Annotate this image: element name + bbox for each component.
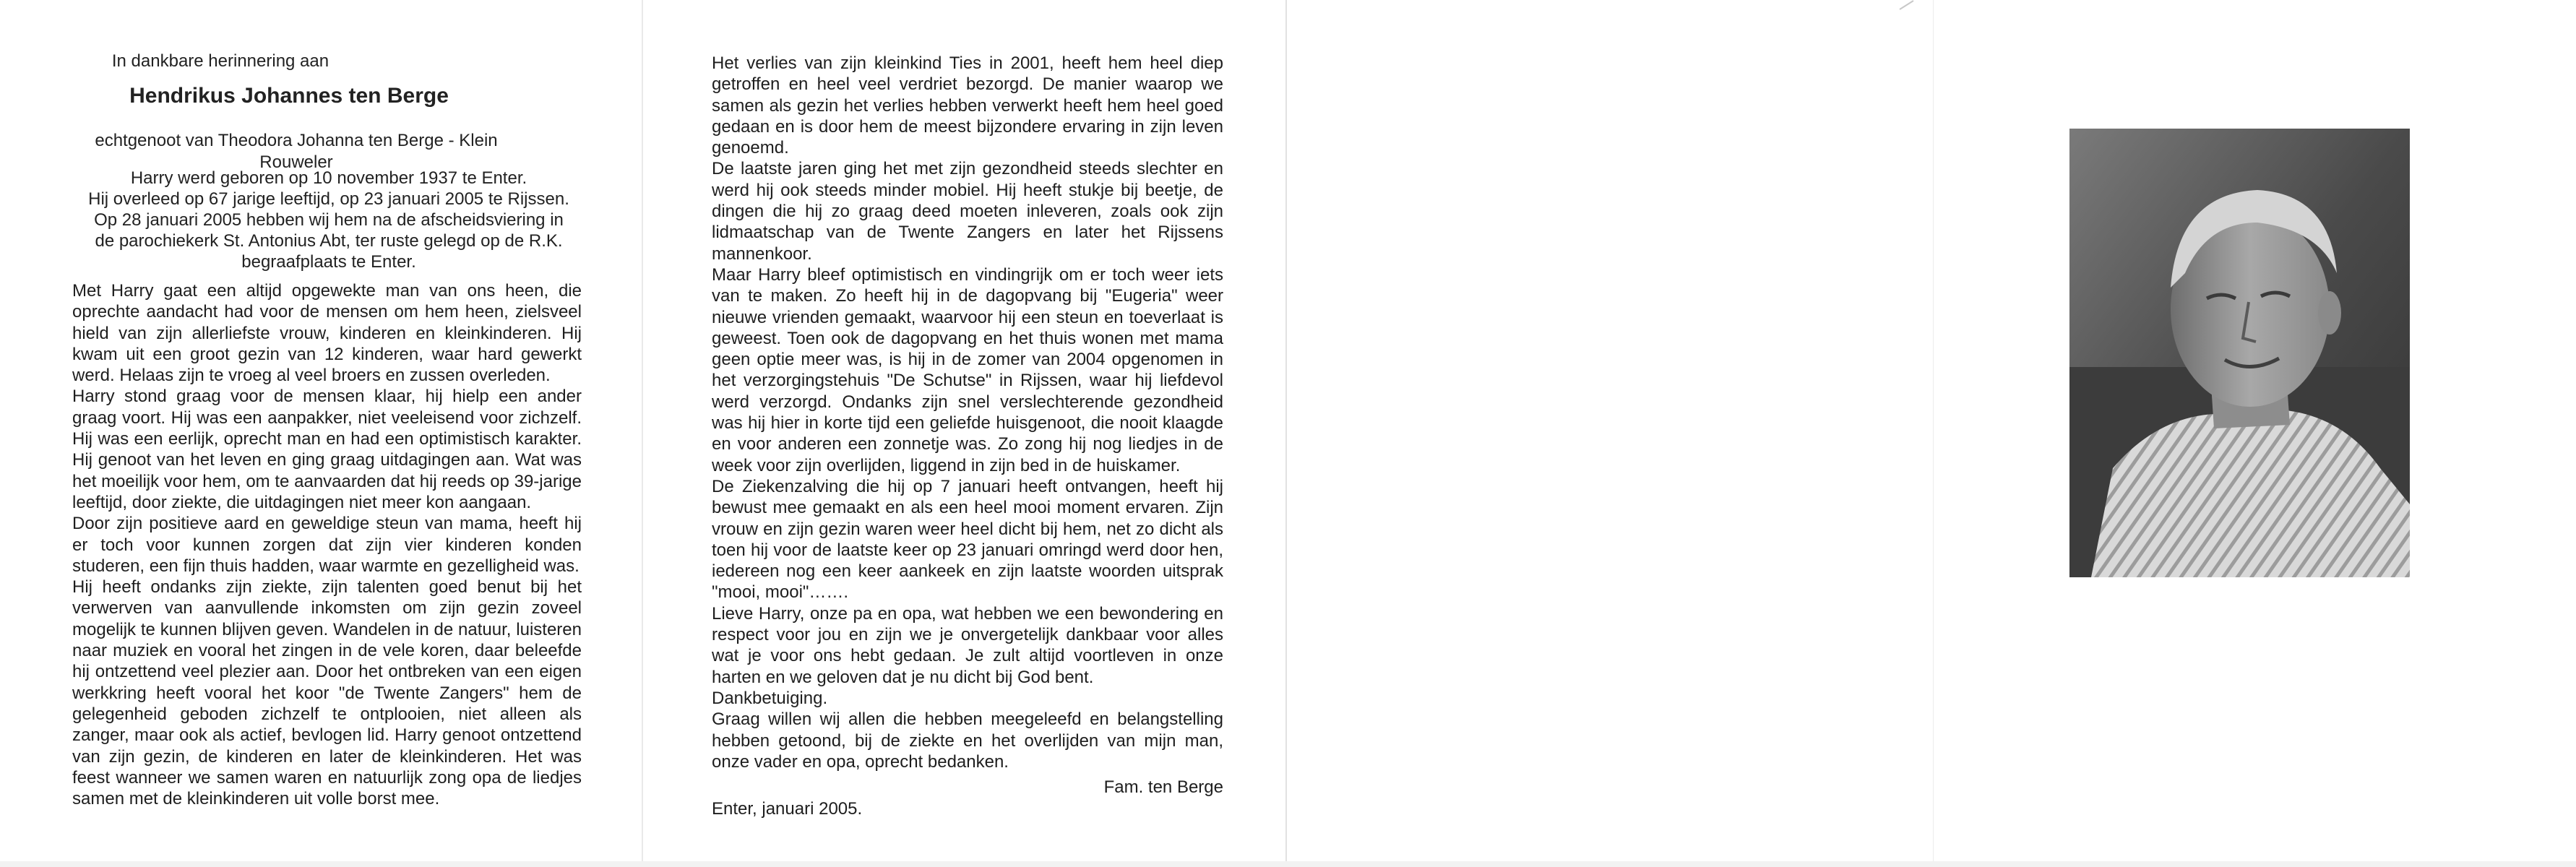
portrait-photo: [2069, 129, 2410, 577]
corner-crease-icon: [1899, 0, 1915, 10]
panel-obituary-continued: [643, 0, 1287, 867]
card-bottom-edge: [0, 861, 2576, 867]
life-line: Hij overleed op 67 jarige leeftijd, op 23 januari 2005 te Rijssen.: [88, 189, 569, 209]
paragraph: Lieve Harry, onze pa en opa, wat hebben we een bewondering en respect voor jou en zijn we je onvergetelijk dankbaar voor alles wat je voor ons hebt gedaan. Je zult altijd voortleven in onze harten en we geloven dat je nu dicht bij God bent.: [712, 603, 1223, 687]
family-signature: Fam. ten Berge: [1103, 777, 1223, 797]
intro-line: In dankbare herinnering aan: [111, 51, 329, 71]
obituary-text-right: [712, 53, 1223, 772]
spouse-line: echtgenoot van Theodora Johanna ten Berge - Klein Rouweler: [95, 131, 498, 172]
paragraph: Door zijn positieve aard en geweldige steun van mama, heeft hij er toch voor kunnen zorgen dat zijn vier kinderen konden studeren, een fijn thuis hadden, waar warmte en gezelligheid was.: [72, 514, 582, 576]
acknowledgement-heading: Dankbetuiging.: [712, 688, 828, 708]
panel-obituary-intro: [0, 0, 643, 867]
deceased-name: Hendrikus Johannes ten Berge: [129, 84, 449, 108]
paragraph: Met Harry gaat een altijd opgewekte man van ons heen, die oprechte aandacht had voor de mensen om hem heen, zielsveel hield van zijn allerliefste vrouw, kinderen en kleinkinderen. Hij kwam uit een groot gezin van 12 kinderen, waar hard gewerkt werd. Helaas zijn te vroeg al veel broers en zussen overleden.: [72, 281, 582, 386]
life-line: begraafplaats te Enter.: [241, 252, 416, 272]
paragraph: Het verlies van zijn kleinkind Ties in 2001, heeft hem heel diep getroffen en heel veel verdriet bezorgd. De manier waarop we samen als gezin het verlies hebben verwerkt heeft hem heel goed gedaan en is door hem de meest bijzondere ervaring in zijn leven genoemd.: [712, 53, 1223, 158]
paragraph: Hij heeft ondanks zijn ziekte, zijn talenten goed benut bij het verwerven van aanvullende inkomsten om zijn gezin zoveel mogelijk te kunnen blijven geven. Wandelen in de natuur, luisteren naar muziek en vooral het zingen in de vele koren, daar beleefde hij ontzettend veel plezier aan. Door het ontbreken van een eigen werkkring heeft vooral het koor "de Twente Zangers" hem de gelegenheid geboden zichzelf te ontplooien, niet alleen als zanger, maar ook als actief, bevlogen lid. Harry genoot ontzettend van zijn gezin, de kinderen en later de kleinkinderen. Het was feest wanneer we samen waren en natuurlijk zong opa de liedjes samen met de kleinkinderen uit volle borst mee.: [72, 577, 582, 809]
place-date: Enter, januari 2005.: [712, 799, 863, 819]
panel-photo: [1934, 0, 2576, 867]
paragraph: Maar Harry bleef optimistisch en vindingrijk om er toch weer iets van te maken. Zo heeft hij in de dagopvang bij "Eugeria" weer nieuwe vrienden gemaakt, waarvoor hij een steun en toeverlaat is geweest. Toen ook de dagopvang en het thuis wonen met mama geen optie meer was, is hij in de zomer van 2004 opgenomen in het verzorgingstehuis "De Schutse" in Rijssen, waar hij liefdevol werd verzorgd. Ondanks zijn snel verslechterende gezondheid was hij hier in korte tijd een geliefde huisgenoot, die nooit klaagde en voor anderen een zonnetje was. Zo zong hij nog liedjes in de week voor zijn overlijden, liggend in zijn bed in de huiskamer.: [712, 264, 1223, 475]
obituary-text-left: [72, 280, 582, 809]
life-line: Harry werd geboren op 10 november 1937 te Enter.: [130, 168, 527, 188]
paragraph: De Ziekenzalving die hij op 7 januari heeft ontvangen, heeft hij bewust mee gemaakt en als een heel mooi moment ervaren. Zijn vrouw en zijn gezin waren weer heel dicht bij hem, net zo dicht als toen hij voor de laatste keer op 23 januari omringd werd door hen, iedereen nog een keer aankeek en zijn laatste woorden uitsprak "mooi, mooi"…….: [712, 476, 1223, 603]
acknowledgement-text: Graag willen wij allen die hebben meegeleefd en belangstelling hebben getoond, bij de ziekte en het overlijden van mijn man, onze vader en opa, oprecht bedanken.: [712, 709, 1223, 772]
portrait-photo-icon: [2069, 129, 2410, 577]
life-line: de parochiekerk St. Antonius Abt, ter ruste gelegd op de R.K.: [95, 231, 563, 251]
life-details: [69, 168, 589, 272]
life-line: Op 28 januari 2005 hebben wij hem na de afscheidsviering in: [94, 210, 564, 230]
paragraph: Harry stond graag voor de mensen klaar, hij hielp een ander graag voort. Hij was een aanpakker, niet veeleisend voor zichzelf. Hij was een eerlijk, oprecht man en had een optimistisch karakter. Hij genoot van het leven en ging graag uitdagingen aan. Wat was het moeilijk voor hem, om te aanvaarden dat hij reeds op 39-jarige leeftijd, door ziekte, die uitdagingen niet meer kon aangaan.: [72, 387, 582, 512]
paragraph: De laatste jaren ging het met zijn gezondheid steeds slechter en werd hij ook steeds minder mobiel. Hij heeft stukje bij beetje, de dingen die hij zo graag deed moeten inleveren, zoals ook zijn lidmaatschap van de Twente Zangers en later het Rijssens mannenkoor.: [712, 159, 1223, 264]
panel-blank: [1287, 0, 1934, 867]
